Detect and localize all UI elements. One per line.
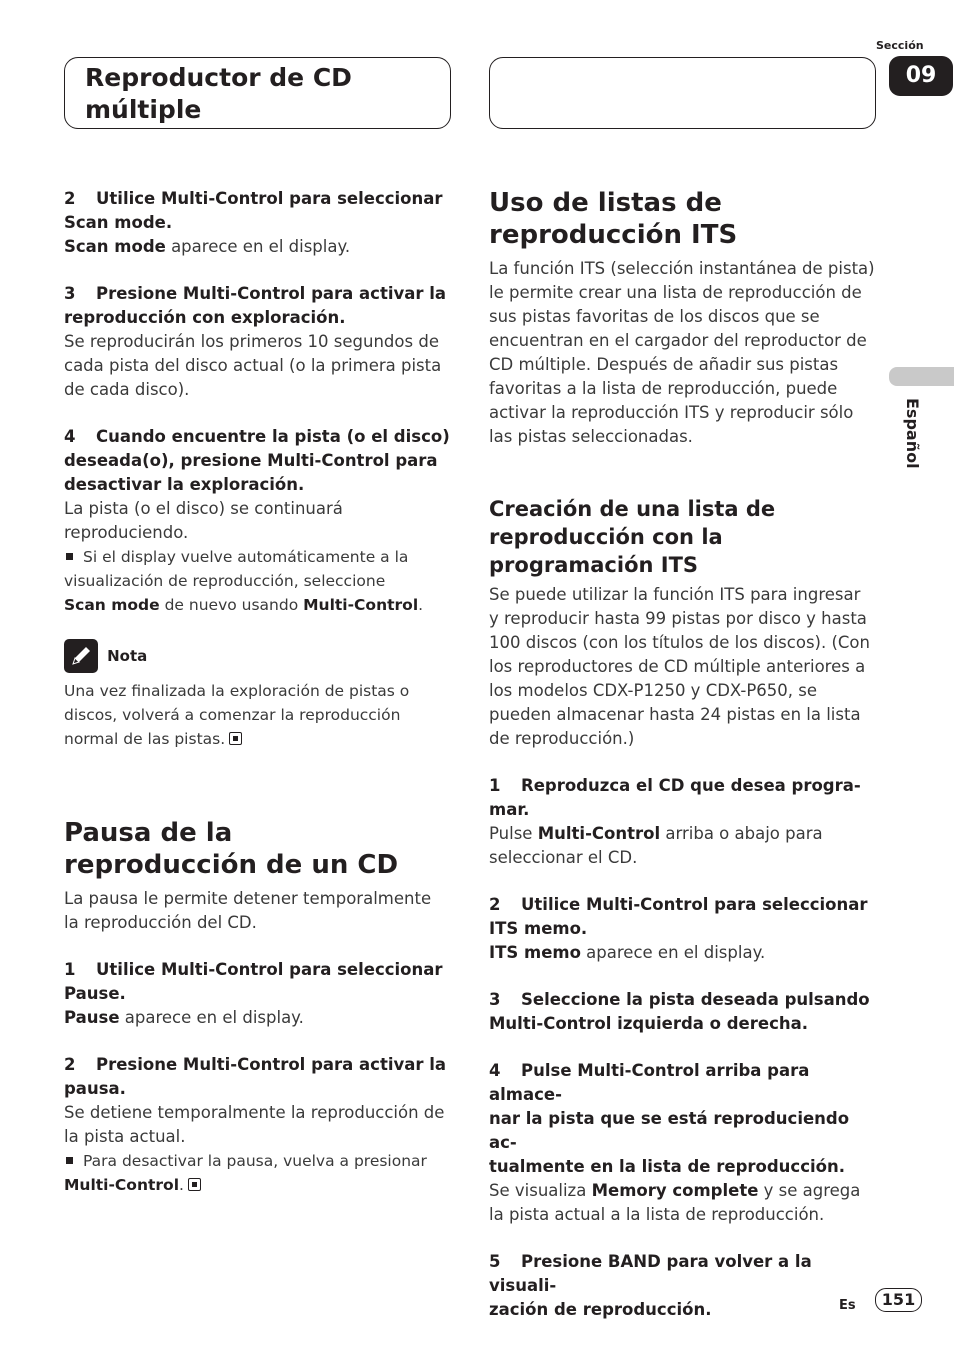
note-header [64,639,450,673]
pause-step-2-body: Se detiene temporalmente la reproducción de la pista actual. [64,1103,445,1146]
section-number-badge: 09 [889,56,953,96]
its-step-2-body: ITS memo aparece en el display. [489,943,766,962]
create-intro: Se puede utilizar la función ITS para ingresar y reproducir hasta 99 pistas por disco y hasta 100 discos (con los títulos de los discos). (Con los reproductores de CD múltiple anteriores a los modelos CDX-P1250 y CDX-P650, se pueden almacenar hasta 24 pistas en la lista de reproducción.) [489,585,870,748]
left-column [64,187,450,1197]
step-3-title: 3 Presione Multi-Control para activar la reproducción con exploración. [64,284,447,327]
header-title: Reproductor de CD múltiple [85,63,352,124]
pause-heading: Pausa de la reproducción de un CD [64,818,399,880]
its-step-4-body: Se visualiza Memory complete y se agrega la pista actual a la lista de reproducción. [489,1181,861,1224]
language-side-tab [889,367,954,386]
its-step-1-body: Pulse Multi-Control arriba o abajo para seleccionar el CD. [489,824,823,867]
step-4-title: 4 Cuando encuentre la pista (o el disco) deseada(o), presione Multi-Control para desactivar la exploración. [64,427,450,494]
its-intro: La función ITS (selección instantánea de pista) le permite crear una lista de reproducción de sus pistas favoritas de los discos que se encuentran en el cargador del reproductor de CD múltiple. Después de añadir sus pistas favoritas a la lista de reproducción, puede activar la reproducción ITS y reproducir sólo las pistas seleccionadas. [489,259,875,446]
create-heading: Creación de una lista de reproducción con la programación ITS [489,497,776,577]
its-step-5-title: 5 Presione BAND para volver a la visuali- zación de reproducción. [489,1252,812,1319]
step-2-body: Scan mode aparece en el display. [64,237,351,256]
footer-lang-code: Es [839,1298,856,1313]
end-mark-icon [229,732,242,745]
pause-intro: La pausa le permite detener temporalmente la reproducción del CD. [64,889,432,932]
note-body: Una vez finalizada la exploración de pistas o discos, volverá a comenzar la reproducción normal de las pistas. [64,682,410,748]
step-4-bullet: Si el display vuelve automáticamente a la visualización de reproducción, seleccione [64,548,409,590]
page-number: 151 [875,1288,922,1312]
section-label: Sección [876,39,924,52]
pause-step-1-title: 1 Utilice Multi-Control para seleccionar Pause. [64,960,443,1003]
pencil-note-icon [64,639,98,673]
language-label: Español [903,398,922,469]
pause-step-2-bullet: Para desactivar la pausa, vuelva a presionar [64,1149,450,1173]
bullet-square-icon [66,1157,73,1164]
step-4-body: La pista (o el disco) se continuará reproduciendo. [64,499,343,542]
note-label: Nota [107,647,148,665]
its-step-2-title: 2 Utilice Multi-Control para seleccionar ITS memo. [489,895,868,938]
bullet-square-icon [66,553,73,560]
pause-step-1-body: Pause aparece en el display. [64,1008,304,1027]
its-step-4-title: 4 Pulse Multi-Control arriba para almace- nar la pista que se está reproduciendo ac- tualmente en la lista de reproducción. [489,1061,850,1176]
its-step-1-title: 1 Reproduzca el CD que desea progra- mar. [489,776,861,819]
its-step-3-title: 3 Seleccione la pista deseada pulsando Multi-Control izquierda o derecha. [489,990,870,1033]
header-left-box [64,57,451,129]
step-4-bullet-cont: Scan mode de nuevo usando Multi-Control. [64,596,424,614]
right-column [489,187,875,1322]
end-mark-icon [188,1178,201,1191]
header-right-box [489,57,876,129]
its-heading: Uso de listas de reproducción ITS [489,188,738,250]
step-2-title: 2 Utilice Multi-Control para seleccionar Scan mode. [64,189,443,232]
pause-step-2-bullet-cont: Multi-Control. [64,1173,450,1197]
step-3-body: Se reproducirán los primeros 10 segundos de cada pista del disco actual (o la primera pista de cada disco). [64,332,442,399]
pause-step-2-title: 2 Presione Multi-Control para activar la pausa. [64,1055,447,1098]
